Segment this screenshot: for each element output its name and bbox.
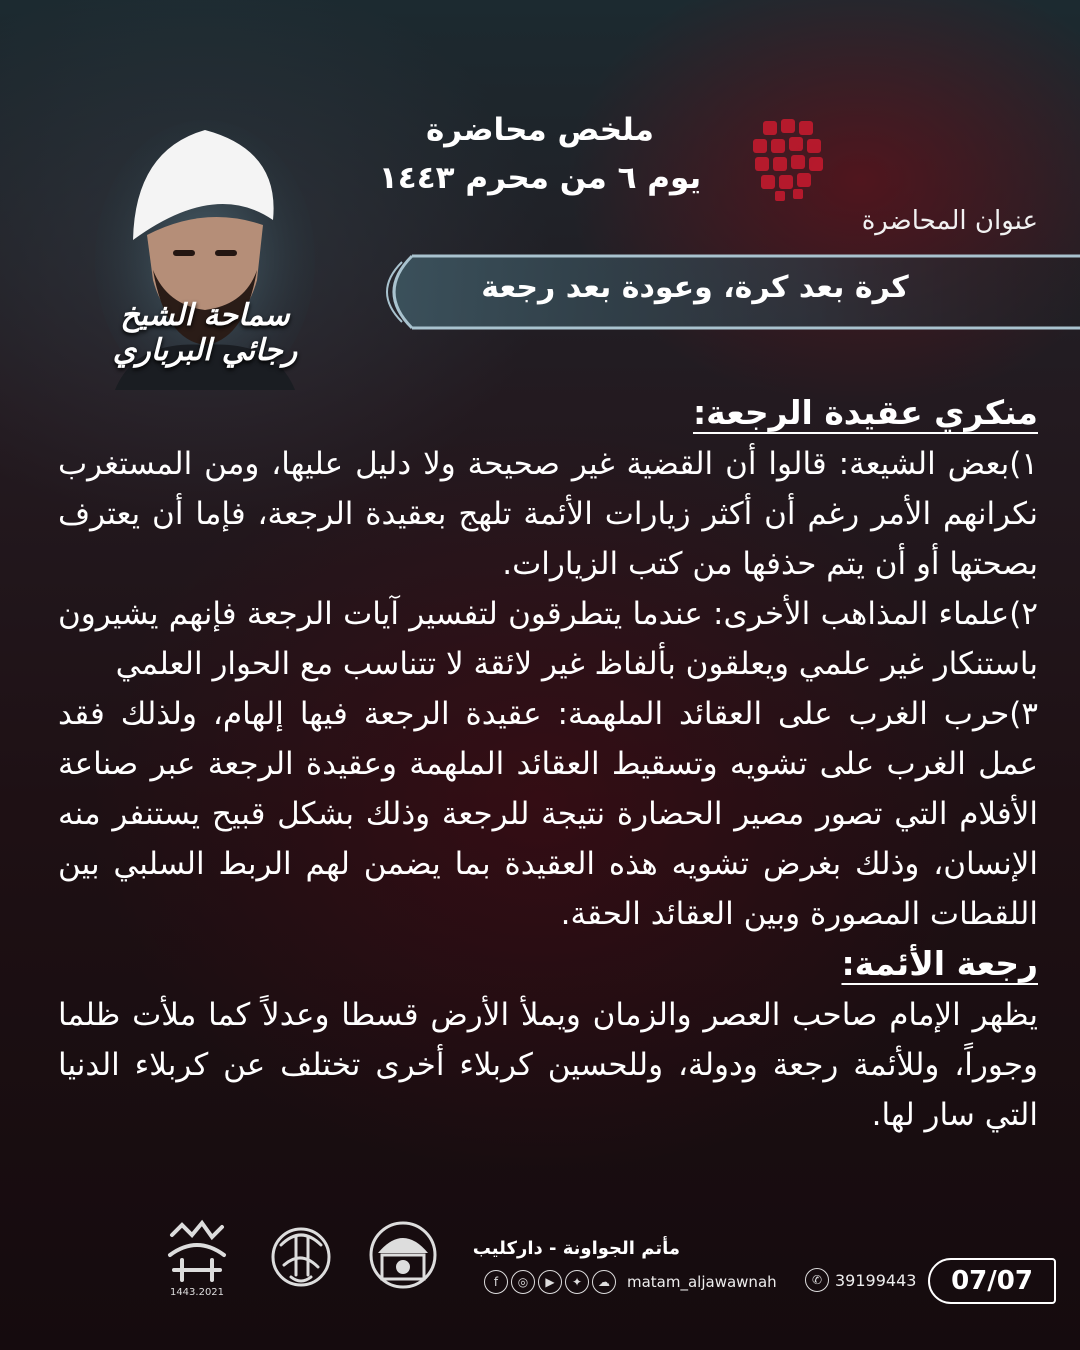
section-heading-imams-return: رجعة الأئمة: <box>841 944 1038 983</box>
point-3: ٣)حرب الغرب على العقائد الملهمة: عقيدة الرجعة فيها إلهام، ولذلك فقد عمل الغرب على تشويه وتسقيط العقائد الملهمة وعقيدة الرجعة عبر صناعة الأفلام التي تصور مصير الحضارة نتيجة للرجعة وذلك بشكل قبيح يستنفر منه الإنسان، وذلك بغرض تشويه هذه العقيدة بما يضمن لهم الربط السلبي بين اللقطات المصورة وبين العقائد الحقة. <box>58 696 1038 932</box>
twitter-icon[interactable]: ✦ <box>565 1270 589 1294</box>
anniversary-logo-icon <box>162 1215 232 1300</box>
page-indicator: 07/07 <box>928 1258 1056 1304</box>
social-links <box>484 1268 777 1296</box>
whatsapp-icon[interactable]: ✆ <box>805 1268 829 1292</box>
facebook-icon[interactable]: f <box>484 1270 508 1294</box>
point-2: ٢)علماء المذاهب الأخرى: عندما يتطرقون لتفسير آيات الرجعة فإنهم يشيرون باستنكار غير علمي ويعلقون بألفاظ غير لائقة لا تتناسب مع الحوار العلمي <box>58 596 1038 682</box>
calligraphy-logo-icon <box>266 1215 336 1300</box>
section-heading-deniers: منكري عقيدة الرجعة: <box>692 393 1038 432</box>
contact-phone <box>805 1268 916 1292</box>
lecture-title: كرة بعد كرة، وعودة بعد رجعة <box>481 270 909 305</box>
organization-name: مأتم الجواونة - داركليب <box>472 1238 680 1259</box>
point-1: ١)بعض الشيعة: قالوا أن القضية غير صحيحة ولا دليل عليها، ومن المستغرب نكرانهم الأمر رغم أن أكثر زيارات الأئمة تلهج بعقيدة الرجعة، فإما أن يعترف بصحتها أو أن يتم حذفها من كتب الزيارات. <box>58 446 1038 582</box>
header-date: يوم ٦ من محرم ١٤٤٣ <box>378 160 702 196</box>
lecture-label: عنوان المحاضرة <box>861 206 1038 236</box>
speaker-name: سماحة الشيخ رجائي البرباري <box>112 298 298 368</box>
paragraph-imams-return: يظهر الإمام صاحب العصر والزمان ويملأ الأرض قسطا وعدلاً كما ملأت ظلما وجوراً، وللأئمة رجعة ودولة، وللحسين كربلاء أخرى تختلف عن كربلاء الدنيا التي سار لها. <box>58 997 1038 1133</box>
phone-number[interactable]: 39199443 <box>835 1270 917 1290</box>
matam-logo-icon <box>368 1215 438 1300</box>
soundcloud-icon[interactable]: ☁ <box>592 1270 616 1294</box>
logo-year: 1443.2021 <box>169 1287 225 1298</box>
instagram-icon[interactable]: ◎ <box>511 1270 535 1294</box>
social-handle[interactable]: matam_aljawawnah <box>627 1273 777 1291</box>
lecture-summary <box>58 388 1038 1140</box>
grid-logo-icon <box>745 115 835 205</box>
youtube-icon[interactable]: ▶ <box>538 1270 562 1294</box>
header-title: ملخص محاضرة <box>426 112 654 148</box>
